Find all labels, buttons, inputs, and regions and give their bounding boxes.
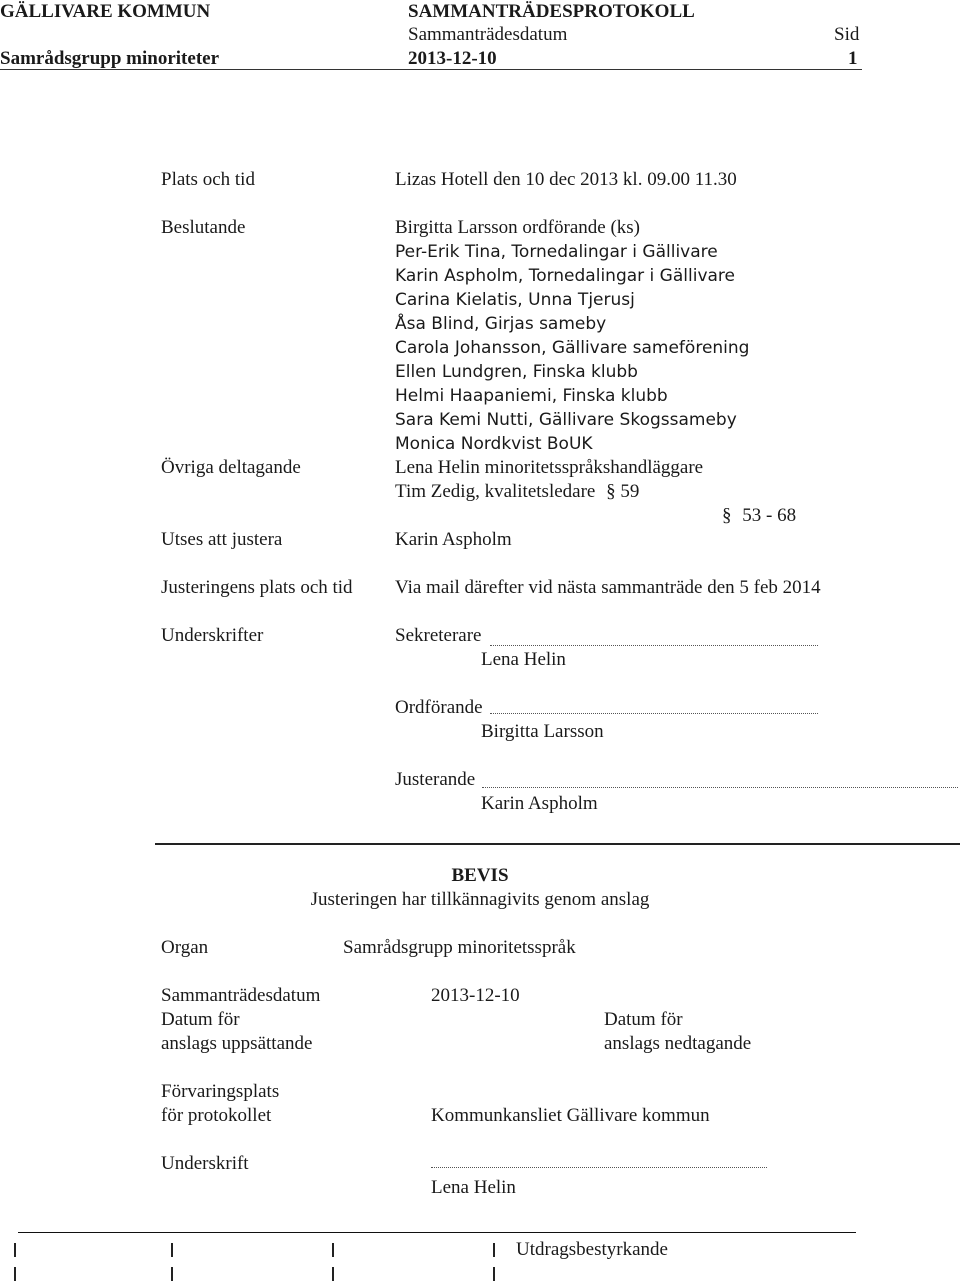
proof-date-label: Sammanträdesdatum: [161, 985, 321, 1006]
other-participants-label: Övriga deltagande: [161, 457, 301, 478]
section-number: 59: [620, 481, 640, 502]
posted-date-label-2: anslags uppsättande: [161, 1033, 313, 1054]
footer-cell-divider: [332, 1267, 334, 1281]
paragraph-range-value: 53 - 68: [742, 505, 797, 526]
footer-cell-divider: [171, 1267, 173, 1281]
signatures-label: Underskrifter: [161, 625, 264, 646]
adjuster-signature-line: [482, 787, 958, 788]
proof-date-value: 2013-12-10: [431, 985, 520, 1006]
decision-member: Carina Kielatis, Unna Tjerusj: [395, 290, 635, 310]
decision-label: Beslutande: [161, 217, 246, 238]
removed-date-label: Datum för: [604, 1009, 683, 1030]
municipality-name: GÄLLIVARE KOMMUN: [0, 1, 211, 22]
footer-cell-divider: [493, 1243, 495, 1257]
decision-member: Ellen Lundgren, Finska klubb: [395, 362, 638, 382]
chair-signature-line: [490, 713, 818, 714]
page-label: Sid: [834, 24, 860, 45]
section-sign-icon: §: [722, 505, 732, 526]
decision-member: Per-Erik Tina, Tornedalingar i Gällivare: [395, 242, 718, 262]
section-sign-icon: §: [606, 481, 616, 502]
document-type: SAMMANTRÄDESPROTOKOLL: [408, 1, 695, 22]
extract-certification-label: Utdragsbestyrkande: [516, 1239, 668, 1260]
signature-line: [431, 1167, 767, 1168]
adjuster-label: Utses att justera: [161, 529, 283, 550]
decision-member: Åsa Blind, Girjas sameby: [395, 314, 607, 334]
storage-value: Kommunkansliet Gällivare kommun: [431, 1105, 710, 1126]
posted-date-label: Datum för: [161, 1009, 240, 1030]
chair-name: Birgitta Larsson: [481, 721, 604, 742]
footer-cell-divider: [493, 1267, 495, 1281]
adjust-place-label: Justeringens plats och tid: [161, 577, 353, 598]
adjust-place-value: Via mail därefter vid nästa sammanträde den 5 feb 2014: [395, 577, 821, 598]
meeting-date: 2013-12-10: [408, 48, 497, 69]
decision-member: Karin Aspholm, Tornedalingar i Gällivare: [395, 266, 735, 286]
chair-label: Ordförande: [395, 697, 483, 718]
adjuster-signature-label: Justerande: [395, 769, 476, 790]
place-value: Lizas Hotell den 10 dec 2013 kl. 09.00 11.30: [395, 169, 737, 190]
decision-member: Monica Nordkvist BoUK: [395, 434, 593, 454]
adjuster-name: Karin Aspholm: [481, 793, 598, 814]
decision-member: Birgitta Larsson ordförande (ks): [395, 217, 641, 238]
secretary-signature-line: [490, 645, 818, 646]
other-participant: Lena Helin minoritetsspråkshandläggare: [395, 457, 704, 478]
proof-title: BEVIS: [451, 865, 509, 886]
footer-rule: [18, 1232, 856, 1233]
signature-name: Lena Helin: [431, 1177, 516, 1198]
place-label: Plats och tid: [161, 169, 255, 190]
other-participant-name: Tim Zedig, kvalitetsledare: [395, 481, 596, 502]
storage-label: Förvaringsplats: [161, 1081, 280, 1102]
page-number: 1: [848, 48, 858, 69]
decision-member: Helmi Haapaniemi, Finska klubb: [395, 386, 668, 406]
proof-subtitle: Justeringen har tillkännagivits genom anslag: [310, 889, 650, 910]
proof-divider: [155, 843, 960, 845]
organ-value: Samrådsgrupp minoritetsspråk: [343, 937, 576, 958]
organ-label: Organ: [161, 937, 209, 958]
footer-cell-divider: [332, 1243, 334, 1257]
decision-member: Sara Kemi Nutti, Gällivare Skogssameby: [395, 410, 737, 430]
date-label: Sammanträdesdatum: [408, 24, 568, 45]
storage-label-2: för protokollet: [161, 1105, 272, 1126]
secretary-label: Sekreterare: [395, 625, 482, 646]
footer-cell-divider: [171, 1243, 173, 1257]
paragraph-range: [722, 504, 796, 528]
footer-cell-divider: [14, 1267, 16, 1281]
footer-cell-divider: [14, 1243, 16, 1257]
decision-member: Carola Johansson, Gällivare sameförening: [395, 338, 750, 358]
adjuster-value: Karin Aspholm: [395, 529, 512, 550]
secretary-name: Lena Helin: [481, 649, 566, 670]
header-rule: [0, 69, 862, 70]
removed-date-label-2: anslags nedtagande: [604, 1033, 752, 1054]
signature-label: Underskrift: [161, 1153, 249, 1174]
other-participant: [395, 480, 639, 504]
group-name: Samrådsgrupp minoriteter: [0, 48, 220, 69]
